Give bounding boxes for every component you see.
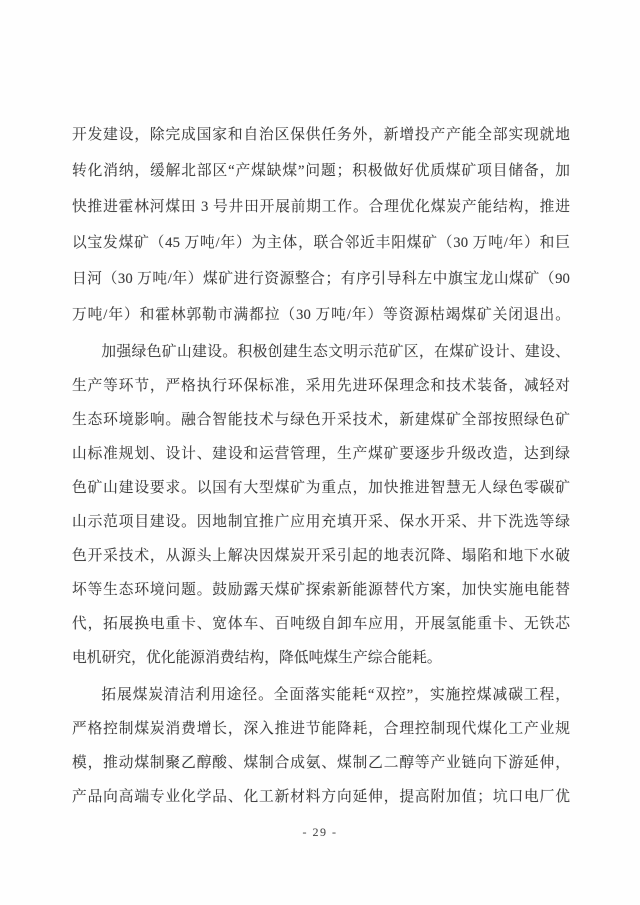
text-line: 万吨/年）和霍林郭勒市满都拉（30 万吨/年）等资源枯竭煤矿关闭退出。 (72, 307, 570, 323)
paragraph-1 (72, 117, 570, 333)
text-line: 开发建设，除完成国家和自治区保供任务外，新增投产产能全部实现就地 (72, 127, 570, 143)
text-line: 模，推动煤制聚乙醇酸、煤制合成氨、煤制乙二醇等产业链向下游延伸， (72, 755, 570, 771)
paragraph-2 (72, 335, 570, 675)
text-line: 坏等生态环境问题。鼓励露天煤矿探索新能源替代方案，加快实施电能替 (72, 582, 570, 598)
text-line: 生产等环节，严格执行环保标准，采用先进环保理念和技术装备，减轻对 (72, 378, 570, 394)
text-line: 拓展煤炭清洁利用途径。全面落实能耗“双控”，实施控煤减碳工程， (101, 687, 570, 703)
page-number: - 29 - (302, 825, 338, 839)
text-line: 日河（30 万吨/年）煤矿进行资源整合；有序引导科左中旗宝龙山煤矿（90 (72, 271, 570, 287)
text-line: 快推进霍林河煤田 3 号井田开展前期工作。合理优化煤炭产能结构，推进 (72, 199, 570, 215)
text-line: 山示范项目建设。因地制宜推广应用充填开采、保水开采、井下洗选等绿 (72, 514, 570, 530)
text-line: 色矿山建设要求。以国有大型煤矿为重点，加快推进智慧无人绿色零碳矿 (72, 480, 570, 496)
text-line: 电机研究，优化能源消费结构，降低吨煤生产综合能耗。 (72, 650, 442, 666)
text-line: 代，拓展换电重卡、宽体车、百吨级自卸车应用，开展氢能重卡、无铁芯 (72, 616, 570, 632)
text-line: 生态环境影响。融合智能技术与绿色开采技术，新建煤矿全部按照绿色矿 (72, 412, 570, 428)
text-line: 色开采技术，从源头上解决因煤炭开采引起的地表沉降、塌陷和地下水破 (72, 548, 570, 564)
text-line: 加强绿色矿山建设。积极创建生态文明示范矿区，在煤矿设计、建设、 (101, 344, 570, 360)
text-line: 转化消纳，缓解北部区“产煤缺煤”问题；积极做好优质煤矿项目储备，加 (72, 163, 570, 179)
text-line: 以宝发煤矿（45 万吨/年）为主体，联合邻近丰阳煤矿（30 万吨/年）和巨 (72, 235, 570, 251)
text-line: 产品向高端专业化学品、化工新材料方向延伸，提高附加值；坑口电厂优 (72, 789, 570, 805)
text-line: 山标准规划、设计、建设和运营管理，生产煤矿要逐步升级改造，达到绿 (72, 446, 570, 462)
text-line: 严格控制煤炭消费增长，深入推进节能降耗，合理控制现代煤化工产业规 (72, 721, 570, 737)
paragraph-3 (72, 678, 570, 814)
